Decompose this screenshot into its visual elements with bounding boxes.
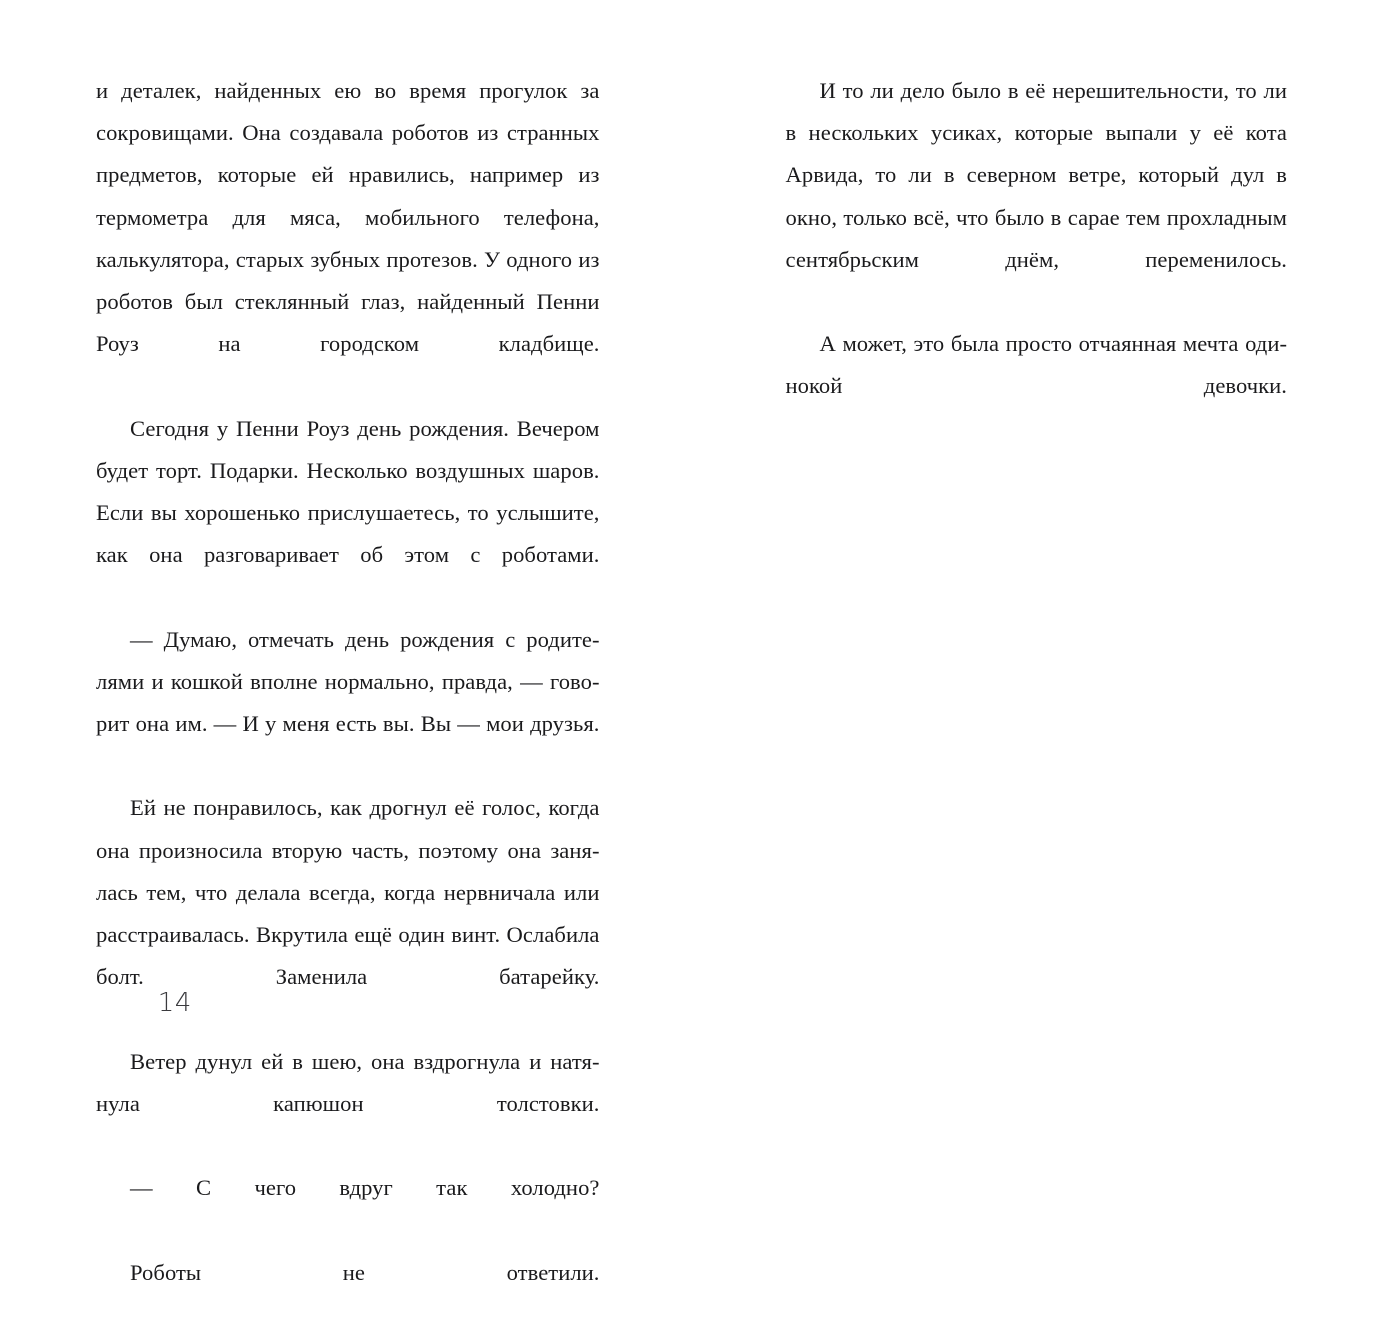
page-number: 14 <box>0 988 690 1018</box>
paragraph: — Думаю, отмечать день рождения с родителями и кошкой вполне нормально, правда, — говорит она им. — И у меня есть вы. Вы — мои друзья. <box>96 619 600 788</box>
paragraph: Ветер дунул ей в шею, она вздрогнула и натянула капюшон толстовки. <box>96 1041 600 1168</box>
right-page <box>690 0 1379 1080</box>
left-page-textblock <box>96 70 600 1336</box>
right-page-textblock <box>786 70 1288 450</box>
paragraph: И то ли дело было в её нерешительности, то ли в нескольких усиках, которые выпали у её кота Арвида, то ли в северном ветре, который дул в окно, только всё, что было в сарае тем прохладным сентябрьским днём, переменилось. <box>786 70 1288 323</box>
paragraph: и деталек, найденных ею во время прогулок за сокровищами. Она создавала роботов из странных предметов, которые ей нравились, например из термометра для мяса, мобильного телефона, калькулятора, старых зубных протезов. У одного из роботов был стеклянный глаз, найденный Пенни Роуз на городском кладбище. <box>96 70 600 408</box>
paragraph: Ей не понравилось, как дрогнул её голос, когда она произносила вторую часть, поэтому она занялась тем, что делала всегда, когда нервничала или расстраивалась. Вкрутила ещё один винт. Ослабила болт. Заменила батарейку. <box>96 787 600 1040</box>
paragraph: Сегодня у Пенни Роуз день рождения. Вечером будет торт. Подарки. Несколько воздушных шаров. Если вы хорошенько прислушаетесь, то услышите, как она разговаривает об этом с роботами. <box>96 408 600 619</box>
paragraph: — С чего вдруг так холодно? <box>96 1167 600 1251</box>
left-page <box>0 0 690 1080</box>
paragraph: А может, это была просто отчаянная мечта одинокой девочки. <box>786 323 1288 450</box>
paragraph: Роботы не ответили. <box>96 1252 600 1336</box>
